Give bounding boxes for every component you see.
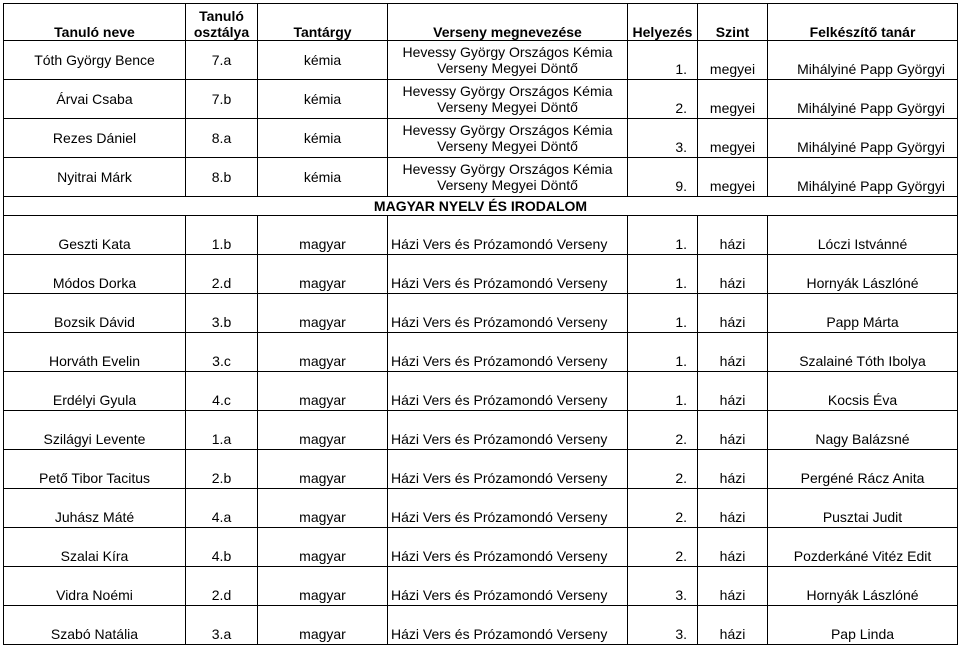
table-row <box>4 119 958 158</box>
header-teacher: Felkészítő tanár <box>768 4 958 41</box>
position: 2. <box>628 80 698 119</box>
level: házi <box>698 294 768 333</box>
header-row <box>4 4 958 41</box>
position: 1. <box>628 372 698 411</box>
level: megyei <box>698 41 768 80</box>
table-row <box>4 158 958 197</box>
level: megyei <box>698 158 768 197</box>
competition-line2: Verseny Megyei Döntő <box>437 177 578 193</box>
subject: magyar <box>258 372 388 411</box>
position: 1. <box>628 216 698 255</box>
position: 1. <box>628 255 698 294</box>
subject: magyar <box>258 255 388 294</box>
table-row <box>4 411 958 450</box>
subject: magyar <box>258 450 388 489</box>
position: 1. <box>628 333 698 372</box>
level: házi <box>698 411 768 450</box>
competition-name: Házi Vers és Prózamondó Verseny <box>388 450 628 489</box>
teacher: Kocsis Éva <box>768 372 958 411</box>
subject: magyar <box>258 411 388 450</box>
results-table <box>3 3 958 645</box>
subject: magyar <box>258 294 388 333</box>
student-name: Tóth György Bence <box>4 41 186 80</box>
student-class: 2.b <box>186 450 258 489</box>
student-class: 2.d <box>186 567 258 606</box>
subject: magyar <box>258 528 388 567</box>
level: házi <box>698 372 768 411</box>
table-row <box>4 567 958 606</box>
competition-line2: Verseny Megyei Döntő <box>437 99 578 115</box>
student-class: 1.b <box>186 216 258 255</box>
table-row <box>4 255 958 294</box>
competition-name <box>388 158 628 197</box>
level: házi <box>698 489 768 528</box>
table-row <box>4 333 958 372</box>
subject: kémia <box>258 119 388 158</box>
student-name: Vidra Noémi <box>4 567 186 606</box>
student-class: 3.a <box>186 606 258 645</box>
teacher: Mihályiné Papp Györgyi <box>768 158 958 197</box>
level: házi <box>698 567 768 606</box>
table-row <box>4 528 958 567</box>
competition-name: Házi Vers és Prózamondó Verseny <box>388 294 628 333</box>
level: megyei <box>698 119 768 158</box>
student-name: Horváth Evelin <box>4 333 186 372</box>
table-row <box>4 80 958 119</box>
teacher: Pergéné Rácz Anita <box>768 450 958 489</box>
student-name: Szabó Natália <box>4 606 186 645</box>
student-class: 4.a <box>186 489 258 528</box>
position: 2. <box>628 411 698 450</box>
teacher: Pusztai Judit <box>768 489 958 528</box>
competition-name: Házi Vers és Prózamondó Verseny <box>388 411 628 450</box>
magyar-section <box>4 216 958 645</box>
position: 3. <box>628 606 698 645</box>
teacher: Hornyák Lászlóné <box>768 255 958 294</box>
teacher: Lóczi Istvánné <box>768 216 958 255</box>
student-name: Szalai Kíra <box>4 528 186 567</box>
subject: magyar <box>258 216 388 255</box>
subject: magyar <box>258 567 388 606</box>
section-title: MAGYAR NYELV ÉS IRODALOM <box>4 197 958 216</box>
student-name: Szilágyi Levente <box>4 411 186 450</box>
teacher: Papp Márta <box>768 294 958 333</box>
table-row <box>4 606 958 645</box>
competition-line1: Hevessy György Országos Kémia <box>402 44 613 60</box>
teacher: Mihályiné Papp Györgyi <box>768 41 958 80</box>
level: házi <box>698 216 768 255</box>
position: 2. <box>628 489 698 528</box>
student-class: 8.b <box>186 158 258 197</box>
section-row <box>4 197 958 216</box>
level: házi <box>698 450 768 489</box>
kemia-section <box>4 41 958 197</box>
competition-name: Házi Vers és Prózamondó Verseny <box>388 606 628 645</box>
level: házi <box>698 255 768 294</box>
teacher: Nagy Balázsné <box>768 411 958 450</box>
teacher: Pap Linda <box>768 606 958 645</box>
teacher: Mihályiné Papp Györgyi <box>768 119 958 158</box>
competition-name <box>388 80 628 119</box>
level: megyei <box>698 80 768 119</box>
competition-name: Házi Vers és Prózamondó Verseny <box>388 216 628 255</box>
student-name: Erdélyi Gyula <box>4 372 186 411</box>
student-name: Juhász Máté <box>4 489 186 528</box>
student-class: 7.a <box>186 41 258 80</box>
student-name: Pető Tibor Tacitus <box>4 450 186 489</box>
student-class: 4.b <box>186 528 258 567</box>
subject: kémia <box>258 158 388 197</box>
level: házi <box>698 528 768 567</box>
position: 1. <box>628 294 698 333</box>
competition-name: Házi Vers és Prózamondó Verseny <box>388 255 628 294</box>
position: 2. <box>628 450 698 489</box>
table-row <box>4 489 958 528</box>
competition-line2: Verseny Megyei Döntő <box>437 60 578 76</box>
competition-name: Házi Vers és Prózamondó Verseny <box>388 372 628 411</box>
student-name: Bozsik Dávid <box>4 294 186 333</box>
competition-name: Házi Vers és Prózamondó Verseny <box>388 333 628 372</box>
competition-line1: Hevessy György Országos Kémia <box>402 122 613 138</box>
student-name: Módos Dorka <box>4 255 186 294</box>
student-class: 8.a <box>186 119 258 158</box>
position: 3. <box>628 119 698 158</box>
student-class: 2.d <box>186 255 258 294</box>
subject: magyar <box>258 333 388 372</box>
teacher: Hornyák Lászlóné <box>768 567 958 606</box>
table-row <box>4 294 958 333</box>
position: 1. <box>628 41 698 80</box>
table-row <box>4 372 958 411</box>
subject: kémia <box>258 41 388 80</box>
student-name: Rezes Dániel <box>4 119 186 158</box>
header-class <box>186 4 258 41</box>
competition-name <box>388 41 628 80</box>
competition-name: Házi Vers és Prózamondó Verseny <box>388 528 628 567</box>
student-class: 3.b <box>186 294 258 333</box>
competition-line1: Hevessy György Országos Kémia <box>402 161 613 177</box>
level: házi <box>698 606 768 645</box>
competition-name <box>388 119 628 158</box>
competition-name: Házi Vers és Prózamondó Verseny <box>388 567 628 606</box>
student-class: 4.c <box>186 372 258 411</box>
student-name: Árvai Csaba <box>4 80 186 119</box>
student-name: Nyitrai Márk <box>4 158 186 197</box>
header-class-line1: Tanuló <box>199 8 244 24</box>
student-class: 7.b <box>186 80 258 119</box>
competition-line2: Verseny Megyei Döntő <box>437 138 578 154</box>
position: 2. <box>628 528 698 567</box>
subject: kémia <box>258 80 388 119</box>
teacher: Szalainé Tóth Ibolya <box>768 333 958 372</box>
table-row <box>4 450 958 489</box>
header-student: Tanuló neve <box>4 4 186 41</box>
table-row <box>4 216 958 255</box>
subject: magyar <box>258 606 388 645</box>
position: 9. <box>628 158 698 197</box>
student-name: Geszti Kata <box>4 216 186 255</box>
competition-name: Házi Vers és Prózamondó Verseny <box>388 489 628 528</box>
header-level: Szint <box>698 4 768 41</box>
header-position: Helyezés <box>628 4 698 41</box>
student-class: 3.c <box>186 333 258 372</box>
level: házi <box>698 333 768 372</box>
teacher: Pozderkáné Vitéz Edit <box>768 528 958 567</box>
table-row <box>4 41 958 80</box>
header-class-line2: osztálya <box>193 24 250 40</box>
header-competition: Verseny megnevezése <box>388 4 628 41</box>
position: 3. <box>628 567 698 606</box>
teacher: Mihályiné Papp Györgyi <box>768 80 958 119</box>
student-class: 1.a <box>186 411 258 450</box>
subject: magyar <box>258 489 388 528</box>
competition-line1: Hevessy György Országos Kémia <box>402 83 613 99</box>
header-subject: Tantárgy <box>258 4 388 41</box>
